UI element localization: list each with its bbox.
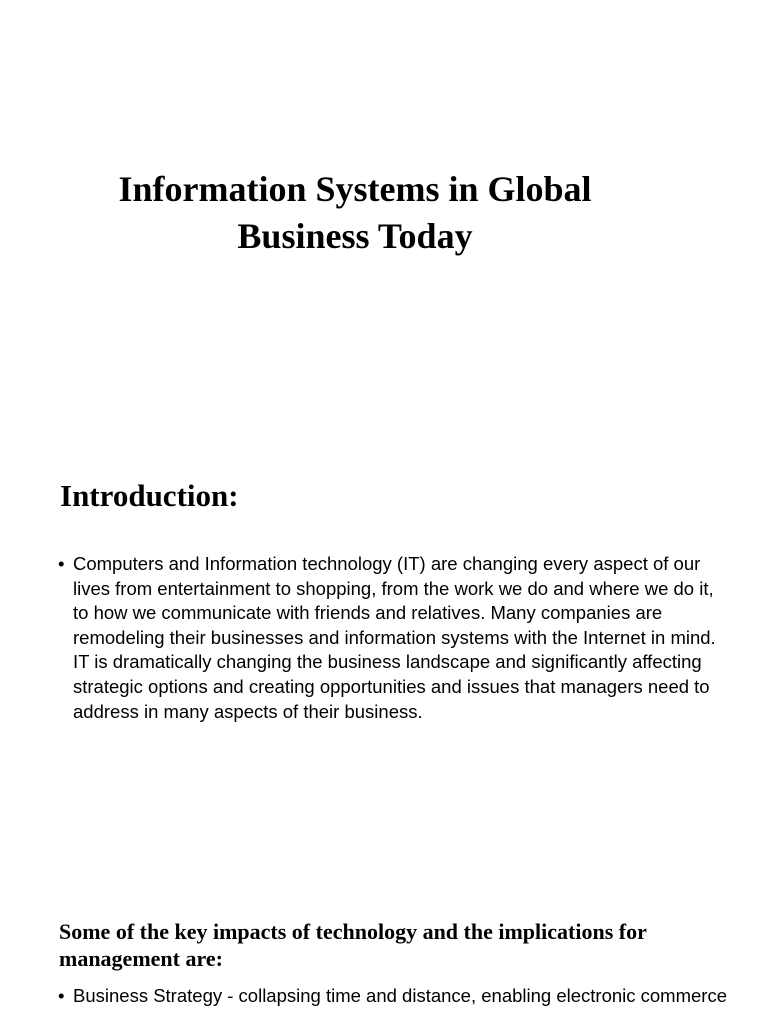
title-line-2: Business Today bbox=[237, 216, 473, 256]
introduction-heading: Introduction: bbox=[60, 478, 239, 513]
page-title bbox=[40, 166, 670, 260]
key-impact-bullet: • Business Strategy - collapsing time and distance, enabling electronic commerce bbox=[58, 984, 728, 1009]
introduction-bullet-list bbox=[58, 552, 728, 724]
key-impacts-heading: Some of the key impacts of technology and the implications for management are: bbox=[59, 919, 647, 971]
title-line-1: Information Systems in Global bbox=[118, 169, 592, 209]
key-impacts-bullet-list bbox=[58, 984, 728, 1009]
introduction-bullet: • Computers and Information technology (IT) are changing every aspect of our lives from entertainment to shopping, from the work we do and where we do it, to how we communicate with friends and relatives. Many companies are remodeling their businesses and information systems with the Internet in mind. IT is dramatically changing the business landscape and significantly affecting strategic options and creating opportunities and issues that managers need to address in many aspects of their business. bbox=[58, 552, 728, 724]
